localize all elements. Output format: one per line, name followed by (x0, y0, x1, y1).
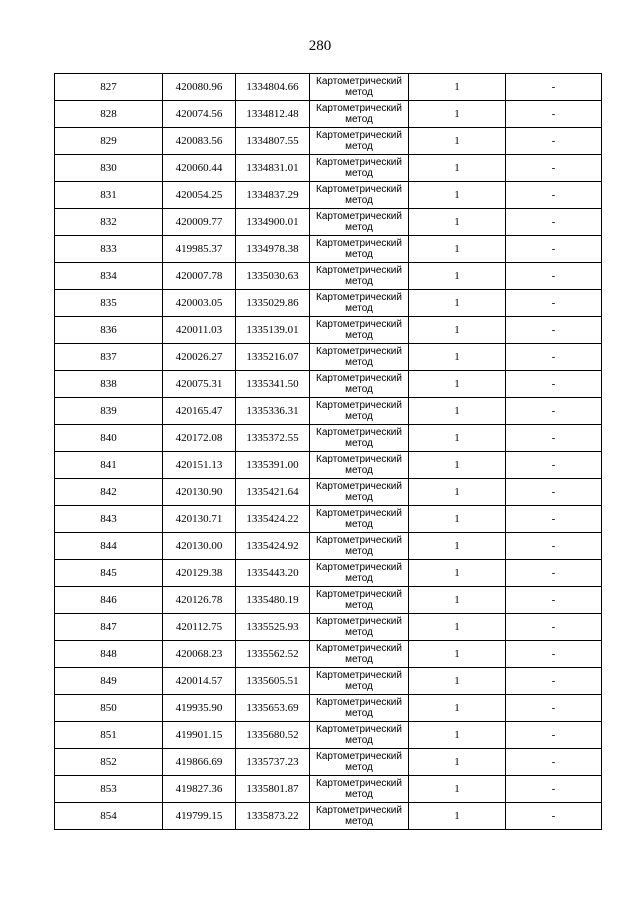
table-row (55, 695, 602, 722)
x-coordinate-cell: 420126.78 (163, 587, 236, 614)
x-coordinate-cell: 419985.37 (163, 236, 236, 263)
note-cell: - (506, 182, 602, 209)
x-coordinate-cell: 420151.13 (163, 452, 236, 479)
table-row (55, 749, 602, 776)
x-coordinate-cell: 419866.69 (163, 749, 236, 776)
accuracy-cell: 1 (409, 452, 506, 479)
method-cell (310, 236, 409, 263)
point-id-cell: 831 (55, 182, 163, 209)
point-id-cell: 842 (55, 479, 163, 506)
page-number: 280 (308, 38, 332, 54)
accuracy-cell: 1 (409, 560, 506, 587)
x-coordinate-cell: 420011.03 (163, 317, 236, 344)
y-coordinate-cell: 1335737.23 (236, 749, 310, 776)
method-line-2: метод (345, 600, 373, 611)
accuracy-cell: 1 (409, 398, 506, 425)
note-cell: - (506, 344, 602, 371)
method-cell (310, 722, 409, 749)
note-cell: - (506, 452, 602, 479)
x-coordinate-cell: 420165.47 (163, 398, 236, 425)
y-coordinate-cell: 1335873.22 (236, 803, 310, 830)
method-line-1: Картометрический (316, 670, 402, 681)
method-line-1: Картометрический (316, 211, 402, 222)
method-line-1: Картометрический (316, 589, 402, 600)
y-coordinate-cell: 1334812.48 (236, 101, 310, 128)
point-id-cell: 836 (55, 317, 163, 344)
table-row (55, 587, 602, 614)
method-line-2: метод (345, 438, 373, 449)
x-coordinate-cell: 419799.15 (163, 803, 236, 830)
method-cell (310, 668, 409, 695)
table-row (55, 533, 602, 560)
method-line-2: метод (345, 735, 373, 746)
accuracy-cell: 1 (409, 74, 506, 101)
accuracy-cell: 1 (409, 668, 506, 695)
method-line-1: Картометрический (316, 427, 402, 438)
x-coordinate-cell: 420009.77 (163, 209, 236, 236)
x-coordinate-cell: 420080.96 (163, 74, 236, 101)
y-coordinate-cell: 1335525.93 (236, 614, 310, 641)
accuracy-cell: 1 (409, 344, 506, 371)
method-line-1: Картометрический (316, 103, 402, 114)
x-coordinate-cell: 420068.23 (163, 641, 236, 668)
accuracy-cell: 1 (409, 506, 506, 533)
method-line-1: Картометрический (316, 184, 402, 195)
accuracy-cell: 1 (409, 209, 506, 236)
method-line-2: метод (345, 816, 373, 827)
method-line-1: Картометрический (316, 508, 402, 519)
y-coordinate-cell: 1335653.69 (236, 695, 310, 722)
table-row (55, 776, 602, 803)
method-cell (310, 344, 409, 371)
y-coordinate-cell: 1335605.51 (236, 668, 310, 695)
method-line-2: метод (345, 276, 373, 287)
x-coordinate-cell: 420129.38 (163, 560, 236, 587)
method-line-1: Картометрический (316, 292, 402, 303)
table-row (55, 614, 602, 641)
point-id-cell: 834 (55, 263, 163, 290)
x-coordinate-cell: 420075.31 (163, 371, 236, 398)
method-line-1: Картометрический (316, 751, 402, 762)
note-cell: - (506, 290, 602, 317)
method-cell (310, 695, 409, 722)
accuracy-cell: 1 (409, 587, 506, 614)
table-row (55, 74, 602, 101)
method-cell (310, 587, 409, 614)
y-coordinate-cell: 1335029.86 (236, 290, 310, 317)
table-row (55, 560, 602, 587)
note-cell: - (506, 236, 602, 263)
note-cell: - (506, 479, 602, 506)
accuracy-cell: 1 (409, 776, 506, 803)
method-cell (310, 479, 409, 506)
x-coordinate-cell: 420172.08 (163, 425, 236, 452)
table-row (55, 803, 602, 830)
table-row (55, 182, 602, 209)
method-line-2: метод (345, 573, 373, 584)
x-coordinate-cell: 420130.90 (163, 479, 236, 506)
accuracy-cell: 1 (409, 290, 506, 317)
accuracy-cell: 1 (409, 803, 506, 830)
method-line-1: Картометрический (316, 319, 402, 330)
note-cell: - (506, 587, 602, 614)
x-coordinate-cell: 420014.57 (163, 668, 236, 695)
method-line-1: Картометрический (316, 616, 402, 627)
method-cell (310, 533, 409, 560)
method-cell (310, 128, 409, 155)
method-line-2: метод (345, 519, 373, 530)
y-coordinate-cell: 1335424.22 (236, 506, 310, 533)
table-row (55, 506, 602, 533)
x-coordinate-cell: 419935.90 (163, 695, 236, 722)
method-line-2: метод (345, 384, 373, 395)
point-id-cell: 846 (55, 587, 163, 614)
table-row (55, 236, 602, 263)
accuracy-cell: 1 (409, 101, 506, 128)
y-coordinate-cell: 1334837.29 (236, 182, 310, 209)
method-cell (310, 803, 409, 830)
y-coordinate-cell: 1334978.38 (236, 236, 310, 263)
table-row (55, 128, 602, 155)
method-line-2: метод (345, 627, 373, 638)
y-coordinate-cell: 1335336.31 (236, 398, 310, 425)
accuracy-cell: 1 (409, 155, 506, 182)
y-coordinate-cell: 1335562.52 (236, 641, 310, 668)
y-coordinate-cell: 1335139.01 (236, 317, 310, 344)
method-line-2: метод (345, 222, 373, 233)
x-coordinate-cell: 419901.15 (163, 722, 236, 749)
method-line-2: метод (345, 168, 373, 179)
method-line-1: Картометрический (316, 346, 402, 357)
note-cell: - (506, 533, 602, 560)
note-cell: - (506, 209, 602, 236)
table-row (55, 101, 602, 128)
method-cell (310, 155, 409, 182)
accuracy-cell: 1 (409, 317, 506, 344)
note-cell: - (506, 803, 602, 830)
method-line-1: Картометрический (316, 238, 402, 249)
y-coordinate-cell: 1335424.92 (236, 533, 310, 560)
point-id-cell: 827 (55, 74, 163, 101)
point-id-cell: 847 (55, 614, 163, 641)
method-line-1: Картометрический (316, 805, 402, 816)
table-row (55, 290, 602, 317)
x-coordinate-cell: 420026.27 (163, 344, 236, 371)
method-line-1: Картометрический (316, 724, 402, 735)
x-coordinate-cell: 419827.36 (163, 776, 236, 803)
method-cell (310, 749, 409, 776)
method-line-1: Картометрический (316, 400, 402, 411)
method-line-1: Картометрический (316, 535, 402, 546)
x-coordinate-cell: 420054.25 (163, 182, 236, 209)
note-cell: - (506, 398, 602, 425)
method-cell (310, 74, 409, 101)
point-id-cell: 835 (55, 290, 163, 317)
method-cell (310, 506, 409, 533)
method-line-2: метод (345, 195, 373, 206)
point-id-cell: 841 (55, 452, 163, 479)
note-cell: - (506, 722, 602, 749)
table-row (55, 398, 602, 425)
y-coordinate-cell: 1334900.01 (236, 209, 310, 236)
note-cell: - (506, 425, 602, 452)
x-coordinate-cell: 420003.05 (163, 290, 236, 317)
method-line-2: метод (345, 87, 373, 98)
table-row (55, 452, 602, 479)
table-row (55, 668, 602, 695)
method-line-1: Картометрический (316, 481, 402, 492)
x-coordinate-cell: 420074.56 (163, 101, 236, 128)
method-line-1: Картометрический (316, 157, 402, 168)
method-line-1: Картометрический (316, 130, 402, 141)
y-coordinate-cell: 1335801.87 (236, 776, 310, 803)
y-coordinate-cell: 1335372.55 (236, 425, 310, 452)
point-id-cell: 829 (55, 128, 163, 155)
accuracy-cell: 1 (409, 695, 506, 722)
point-id-cell: 840 (55, 425, 163, 452)
y-coordinate-cell: 1335480.19 (236, 587, 310, 614)
method-cell (310, 425, 409, 452)
accuracy-cell: 1 (409, 479, 506, 506)
accuracy-cell: 1 (409, 371, 506, 398)
note-cell: - (506, 371, 602, 398)
y-coordinate-cell: 1335030.63 (236, 263, 310, 290)
accuracy-cell: 1 (409, 425, 506, 452)
y-coordinate-cell: 1335680.52 (236, 722, 310, 749)
point-id-cell: 832 (55, 209, 163, 236)
note-cell: - (506, 641, 602, 668)
note-cell: - (506, 560, 602, 587)
method-cell (310, 614, 409, 641)
note-cell: - (506, 776, 602, 803)
x-coordinate-cell: 420060.44 (163, 155, 236, 182)
note-cell: - (506, 668, 602, 695)
point-id-cell: 830 (55, 155, 163, 182)
note-cell: - (506, 749, 602, 776)
accuracy-cell: 1 (409, 614, 506, 641)
accuracy-cell: 1 (409, 722, 506, 749)
method-cell (310, 101, 409, 128)
method-line-2: метод (345, 465, 373, 476)
point-id-cell: 833 (55, 236, 163, 263)
method-cell (310, 452, 409, 479)
accuracy-cell: 1 (409, 533, 506, 560)
method-line-1: Картометрический (316, 562, 402, 573)
note-cell: - (506, 506, 602, 533)
table-row (55, 371, 602, 398)
coordinates-table (54, 73, 602, 830)
method-line-1: Картометрический (316, 778, 402, 789)
note-cell: - (506, 128, 602, 155)
method-line-1: Картометрический (316, 265, 402, 276)
note-cell: - (506, 695, 602, 722)
method-cell (310, 398, 409, 425)
method-line-1: Картометрический (316, 373, 402, 384)
method-line-2: метод (345, 303, 373, 314)
table-row (55, 155, 602, 182)
method-line-1: Картометрический (316, 76, 402, 87)
method-cell (310, 290, 409, 317)
y-coordinate-cell: 1335216.07 (236, 344, 310, 371)
method-line-2: метод (345, 249, 373, 260)
method-line-2: метод (345, 708, 373, 719)
y-coordinate-cell: 1335341.50 (236, 371, 310, 398)
y-coordinate-cell: 1334831.01 (236, 155, 310, 182)
table-row (55, 479, 602, 506)
table-row (55, 344, 602, 371)
method-line-2: метод (345, 357, 373, 368)
x-coordinate-cell: 420007.78 (163, 263, 236, 290)
method-cell (310, 776, 409, 803)
method-cell (310, 182, 409, 209)
note-cell: - (506, 101, 602, 128)
point-id-cell: 828 (55, 101, 163, 128)
method-cell (310, 641, 409, 668)
point-id-cell: 853 (55, 776, 163, 803)
method-cell (310, 371, 409, 398)
x-coordinate-cell: 420112.75 (163, 614, 236, 641)
accuracy-cell: 1 (409, 749, 506, 776)
y-coordinate-cell: 1334804.66 (236, 74, 310, 101)
table-row (55, 209, 602, 236)
point-id-cell: 854 (55, 803, 163, 830)
note-cell: - (506, 614, 602, 641)
method-line-2: метод (345, 762, 373, 773)
table-row (55, 722, 602, 749)
method-line-1: Картометрический (316, 643, 402, 654)
point-id-cell: 837 (55, 344, 163, 371)
table-row (55, 263, 602, 290)
note-cell: - (506, 74, 602, 101)
accuracy-cell: 1 (409, 641, 506, 668)
point-id-cell: 838 (55, 371, 163, 398)
accuracy-cell: 1 (409, 128, 506, 155)
x-coordinate-cell: 420083.56 (163, 128, 236, 155)
method-line-2: метод (345, 789, 373, 800)
method-line-2: метод (345, 492, 373, 503)
table-row (55, 317, 602, 344)
point-id-cell: 839 (55, 398, 163, 425)
method-cell (310, 263, 409, 290)
note-cell: - (506, 317, 602, 344)
x-coordinate-cell: 420130.71 (163, 506, 236, 533)
point-id-cell: 844 (55, 533, 163, 560)
accuracy-cell: 1 (409, 236, 506, 263)
method-cell (310, 560, 409, 587)
point-id-cell: 843 (55, 506, 163, 533)
point-id-cell: 849 (55, 668, 163, 695)
method-line-2: метод (345, 546, 373, 557)
method-line-2: метод (345, 411, 373, 422)
y-coordinate-cell: 1335391.00 (236, 452, 310, 479)
method-line-2: метод (345, 114, 373, 125)
method-line-1: Картометрический (316, 454, 402, 465)
point-id-cell: 852 (55, 749, 163, 776)
y-coordinate-cell: 1334807.55 (236, 128, 310, 155)
accuracy-cell: 1 (409, 263, 506, 290)
y-coordinate-cell: 1335443.20 (236, 560, 310, 587)
method-line-2: метод (345, 141, 373, 152)
accuracy-cell: 1 (409, 182, 506, 209)
table-row (55, 425, 602, 452)
point-id-cell: 845 (55, 560, 163, 587)
x-coordinate-cell: 420130.00 (163, 533, 236, 560)
point-id-cell: 850 (55, 695, 163, 722)
y-coordinate-cell: 1335421.64 (236, 479, 310, 506)
table-body (55, 74, 602, 830)
method-line-2: метод (345, 654, 373, 665)
note-cell: - (506, 263, 602, 290)
method-line-2: метод (345, 681, 373, 692)
method-line-1: Картометрический (316, 697, 402, 708)
table-row (55, 641, 602, 668)
method-line-2: метод (345, 330, 373, 341)
point-id-cell: 851 (55, 722, 163, 749)
method-cell (310, 209, 409, 236)
note-cell: - (506, 155, 602, 182)
method-cell (310, 317, 409, 344)
point-id-cell: 848 (55, 641, 163, 668)
